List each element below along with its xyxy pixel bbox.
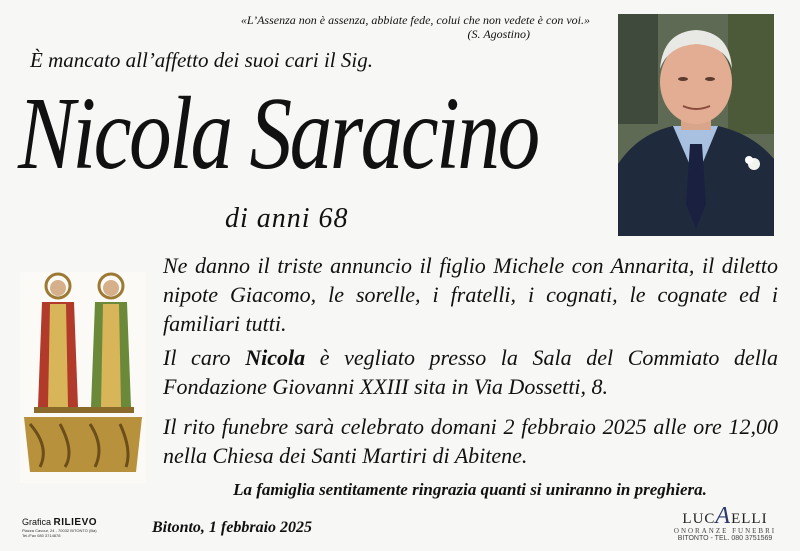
wake-text-post: è vegliato presso la Sala del Commiato della Fondazione Giovanni XXIII sita in Via Dossetti, 8. — [163, 345, 779, 399]
family-thanks: La famiglia sentitamente ringrazia quanti si uniranno in preghiera. — [233, 480, 707, 499]
brand-mark: A — [715, 503, 732, 529]
funeral-home-logo — [670, 503, 780, 542]
brand-pre: LUC — [682, 511, 716, 527]
funeral-home-contact: BITONTO - TEL. 080 3751569 — [677, 535, 773, 542]
printer-label: Grafica — [22, 517, 52, 527]
place-date: Bitonto, 1 febbraio 2025 — [152, 519, 313, 536]
printer-credit — [22, 517, 142, 538]
epigraph-quote — [170, 13, 590, 41]
saints-image — [20, 272, 146, 483]
deceased-portrait — [618, 14, 774, 236]
announcement-family: Ne danno il triste annuncio il figlio Michele con Annarita, il diletto nipote Giacomo, le sorelle, i fratelli, i cognati, le cognate ed i familiari tutti. — [163, 253, 778, 336]
printer-phone: Tel./Fax 080 3714878 — [22, 533, 61, 538]
printer-line — [22, 517, 142, 528]
portrait-photo — [618, 14, 774, 236]
announcement-wake — [163, 343, 778, 401]
wake-text-pre: Il caro — [163, 345, 231, 370]
announcement-funeral: Il rito funebre sarà celebrato domani 2 febbraio 2025 alle ore 12,00 nella Chiesa dei Santi Martiri di Abitene. — [163, 414, 778, 468]
funeral-home-subtitle: ONORANZE FUNEBRI — [673, 527, 777, 535]
deceased-age: di anni 68 — [225, 203, 349, 234]
brand-post: ELLI — [731, 511, 768, 527]
printer-address: Piazza Cavour, 24 - 70032 BITONTO (Ba) — [22, 528, 97, 533]
quote-text: «L’Assenza non è assenza, abbiate fede, colui che non vedete è con voi.» — [240, 13, 590, 27]
intro-line: È mancato all’affetto dei suoi cari il Sig. — [30, 48, 373, 72]
funeral-home-brand — [670, 503, 780, 530]
wake-name: Nicola — [245, 345, 306, 370]
deceased-name: Nicola Saracino — [18, 76, 538, 191]
quote-author: (S. Agostino) — [467, 27, 530, 41]
printer-name: RILIEVO — [53, 517, 98, 528]
saints-statues-image — [20, 272, 146, 483]
